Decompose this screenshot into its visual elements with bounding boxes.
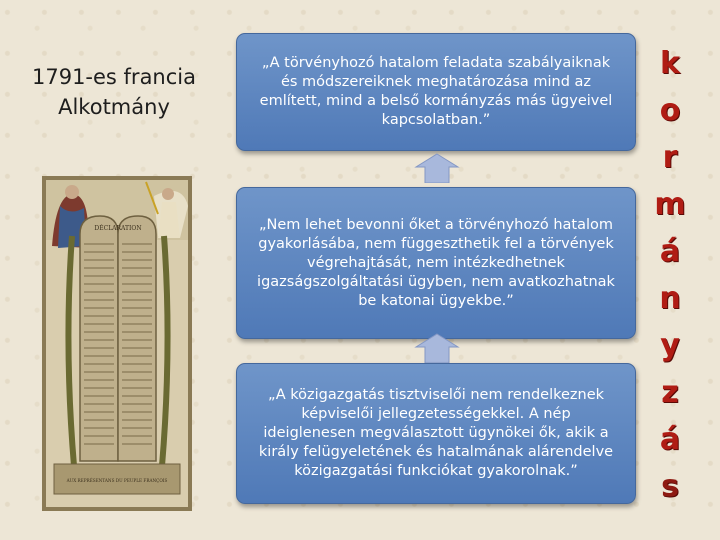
declaration-painting bbox=[42, 176, 192, 511]
quote-box-3 bbox=[236, 363, 636, 504]
vertical-letter: o bbox=[659, 93, 681, 128]
vertical-letter: n bbox=[659, 281, 681, 316]
vertical-letter: m bbox=[654, 187, 686, 222]
quote-text-1: „A törvényhozó hatalom feladata szabályaiknak és módszereiknek meghatározása mind az említett, mind a belső kormányzás más ügyeivel kapcsolatban.” bbox=[259, 55, 613, 128]
vertical-letter: á bbox=[659, 234, 681, 269]
painting-heading: DÉCLARATION bbox=[94, 225, 142, 232]
up-arrow-icon bbox=[414, 333, 460, 363]
painting-footer: AUX REPRÉSENTANS DU PEUPLE FRANÇOIS bbox=[66, 478, 168, 483]
quote-text-3: „A közigazgatás tisztviselői nem rendelkeznek képviselői jellegzetességekkel. A nép ideiglenesen megválasztott ügynökei ők, akik a király felügyeletének és hatalmának alárendelve közigazgatási funkciókat gyakorolnak.” bbox=[258, 387, 614, 479]
vertical-letter: z bbox=[661, 375, 679, 410]
vertical-letter: s bbox=[661, 469, 679, 504]
left-tablet bbox=[80, 216, 118, 461]
quote-box-2 bbox=[236, 187, 636, 339]
up-arrow-icon bbox=[414, 153, 460, 183]
right-tablet bbox=[118, 216, 156, 461]
slide-title: 1791-es francia Alkotmány bbox=[31, 65, 196, 119]
vertical-letter: k bbox=[660, 46, 680, 81]
vertical-word-kormanyzas bbox=[648, 40, 692, 510]
vertical-letter: á bbox=[659, 422, 681, 457]
quote-box-1 bbox=[236, 33, 636, 151]
vertical-letter: y bbox=[660, 328, 680, 363]
quote-text-2: „Nem lehet bevonni őket a törvényhozó hatalom gyakorlásába, nem függeszthetik fel a törvények végrehajtását, nem intézkedhetnek igazságszolgáltatási ügyben, nem avatkozhatnak be katonai ügyekbe.” bbox=[257, 216, 615, 309]
vertical-letter: r bbox=[662, 140, 678, 175]
